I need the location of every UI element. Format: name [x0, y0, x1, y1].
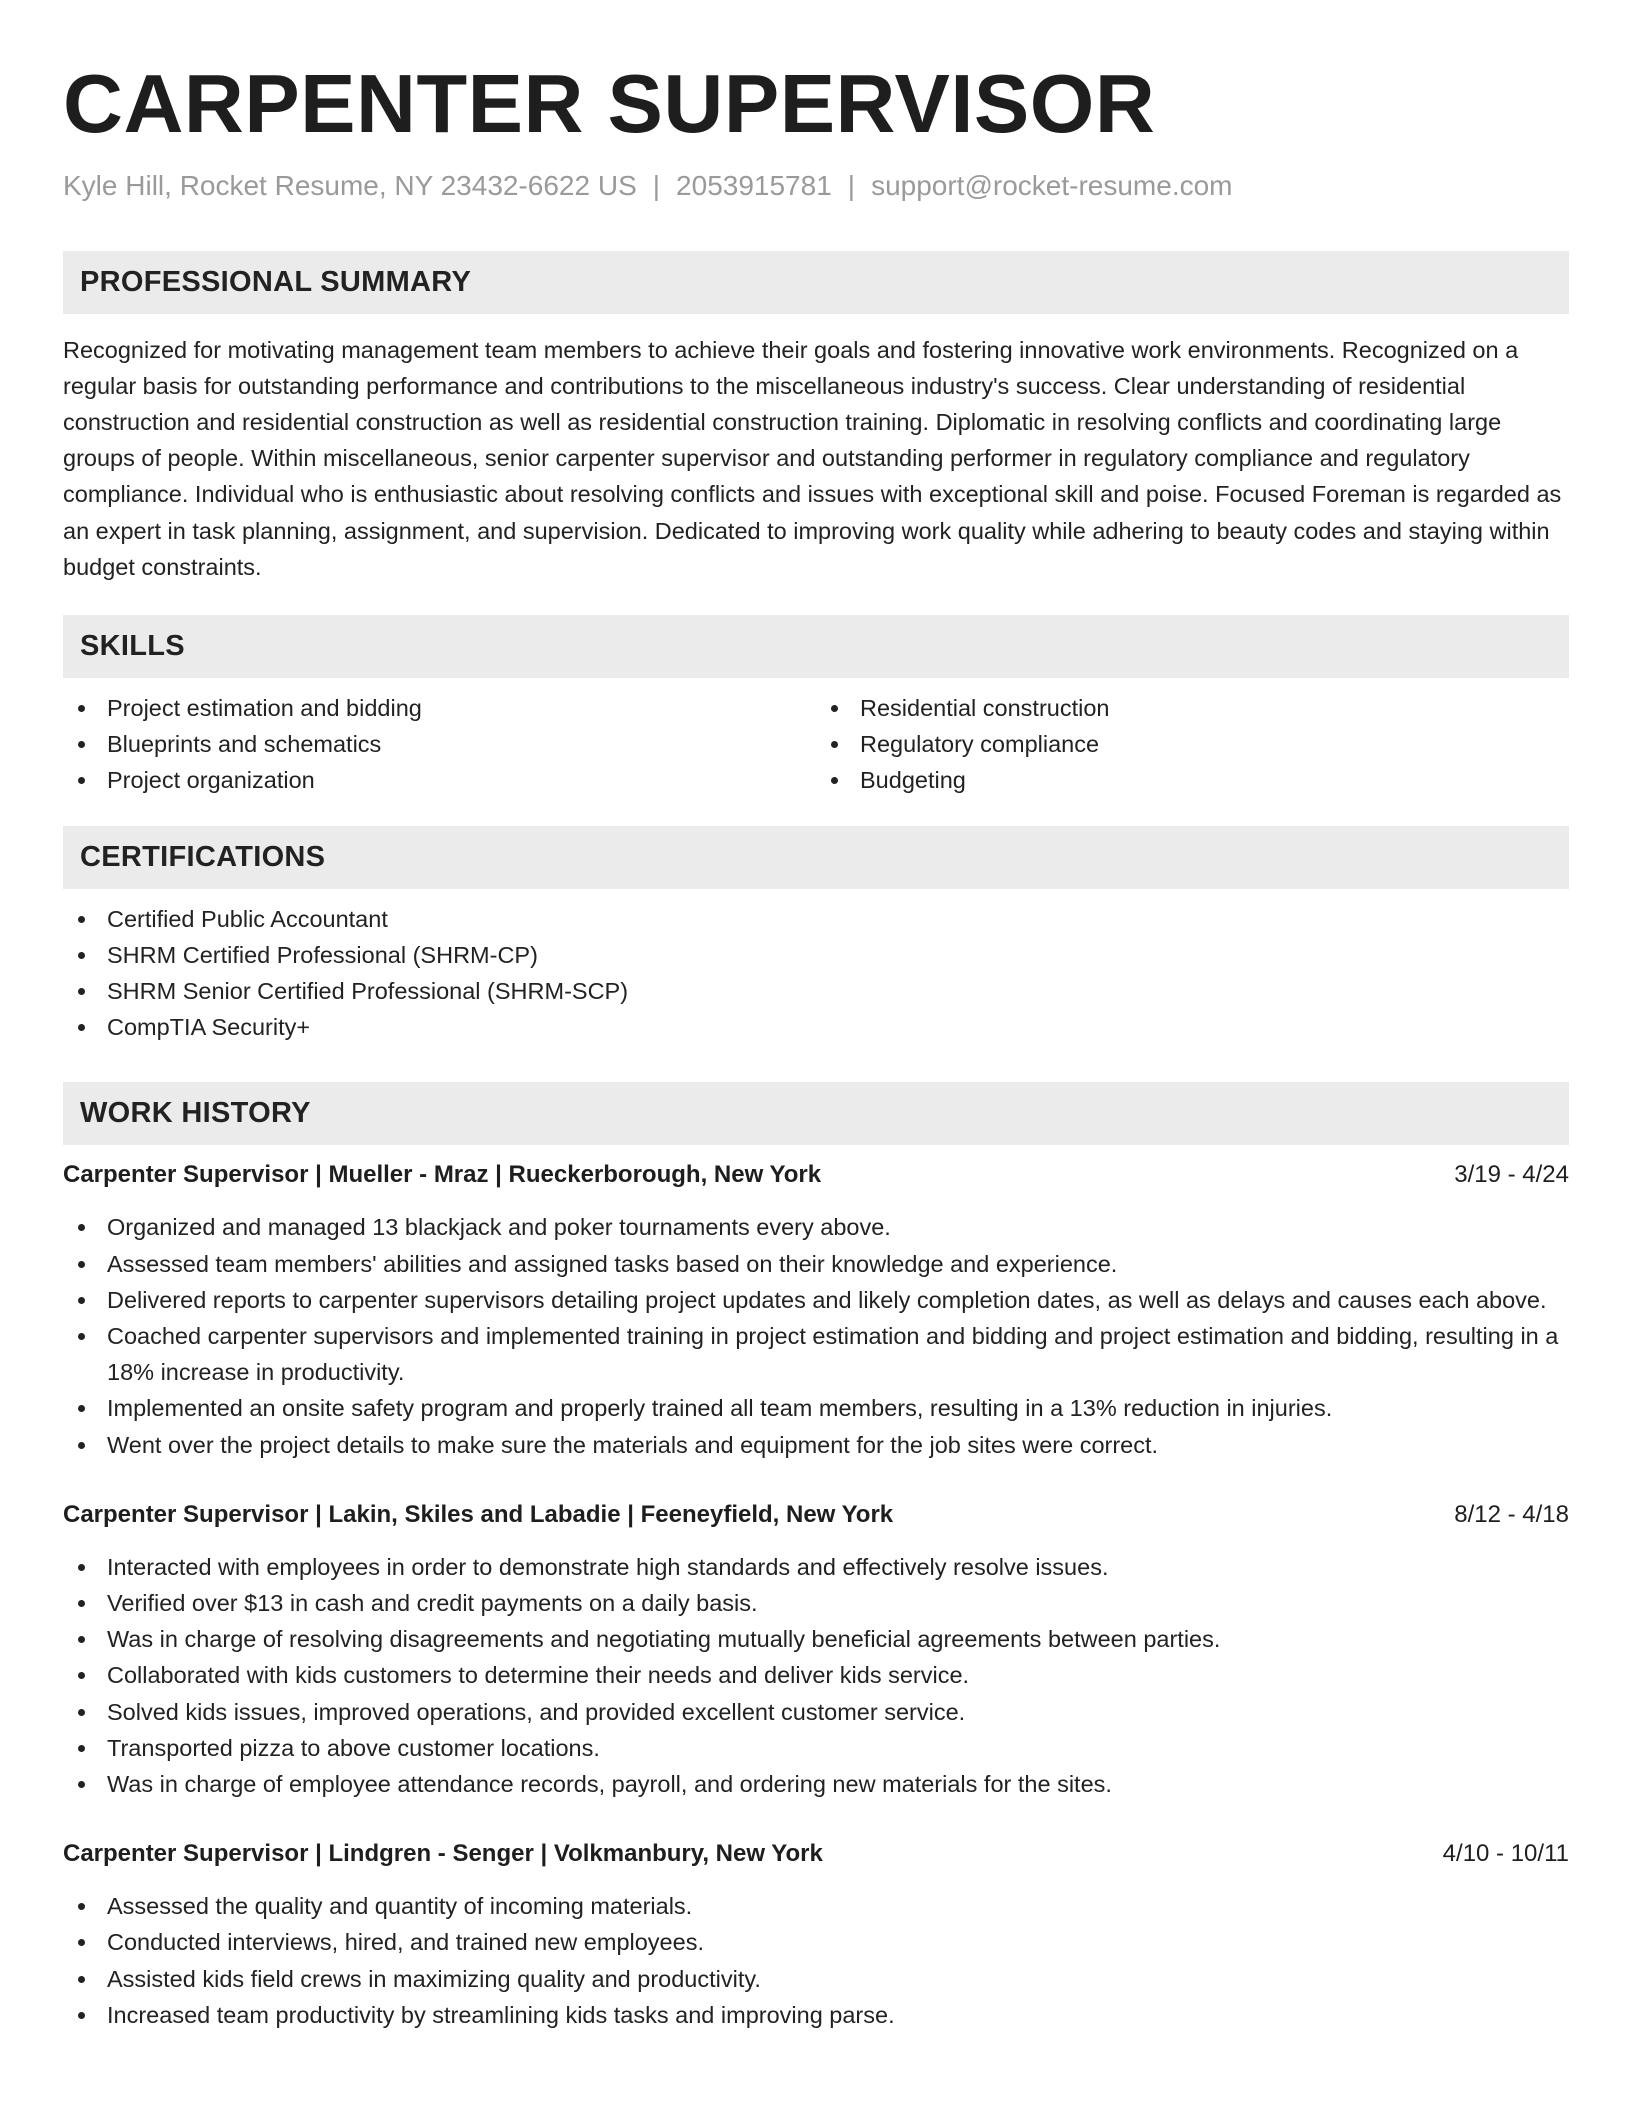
- skill-item: Residential construction: [816, 690, 1569, 726]
- certification-item: CompTIA Security+: [63, 1009, 1569, 1045]
- job-duty: Interacted with employees in order to demonstrate high standards and effectively resolve issues.: [63, 1549, 1569, 1585]
- job-header: [63, 1157, 1569, 1193]
- job-duty: Assessed the quality and quantity of incoming materials.: [63, 1888, 1569, 1924]
- job-duty: Was in charge of employee attendance records, payroll, and ordering new materials for the sites.: [63, 1766, 1569, 1802]
- contact-address: Kyle Hill, Rocket Resume, NY 23432-6622 US: [63, 170, 637, 201]
- contact-separator: |: [652, 170, 661, 201]
- job-heading: Carpenter Supervisor | Mueller - Mraz | Rueckerborough, New York: [63, 1161, 822, 1189]
- certifications-list: [63, 901, 1569, 1046]
- skills-column-left: [63, 690, 816, 799]
- contact-email: support@rocket-resume.com: [871, 170, 1233, 201]
- job-dates: 4/10 - 10/11: [1442, 1840, 1569, 1868]
- job-duty: Was in charge of resolving disagreements and negotiating mutually beneficial agreements between parties.: [63, 1621, 1569, 1657]
- skill-item: Regulatory compliance: [816, 726, 1569, 762]
- job-duty: Conducted interviews, hired, and trained new employees.: [63, 1924, 1569, 1960]
- job-entry: [63, 1836, 1569, 2033]
- job-duty: Transported pizza to above customer locations.: [63, 1730, 1569, 1766]
- job-duty: Implemented an onsite safety program and properly trained all team members, resulting in a 13% reduction in injuries.: [63, 1390, 1569, 1426]
- contact-separator: |: [847, 170, 856, 201]
- job-duty: Collaborated with kids customers to determine their needs and deliver kids service.: [63, 1657, 1569, 1693]
- skills-column-right: [816, 690, 1569, 799]
- contact-phone: 2053915781: [676, 170, 832, 201]
- section-header-summary: PROFESSIONAL SUMMARY: [63, 251, 1569, 314]
- job-duty: Increased team productivity by streamlining kids tasks and improving parse.: [63, 1997, 1569, 2033]
- job-duties: [63, 1209, 1569, 1462]
- skills-list: [63, 690, 1569, 799]
- job-duty: Delivered reports to carpenter supervisors detailing project updates and likely completion dates, as well as delays and causes each above.: [63, 1282, 1569, 1318]
- job-header: [63, 1497, 1569, 1533]
- section-header-skills: SKILLS: [63, 615, 1569, 678]
- job-duty: Assisted kids field crews in maximizing quality and productivity.: [63, 1961, 1569, 1997]
- skill-item: Project organization: [63, 762, 816, 798]
- job-duties: [63, 1549, 1569, 1802]
- skill-item: Budgeting: [816, 762, 1569, 798]
- job-entry: [63, 1497, 1569, 1802]
- job-heading: Carpenter Supervisor | Lindgren - Senger | Volkmanbury, New York: [63, 1840, 823, 1868]
- job-entry: [63, 1157, 1569, 1462]
- job-duty: Went over the project details to make sure the materials and equipment for the job sites were correct.: [63, 1427, 1569, 1463]
- job-duty: Assessed team members' abilities and assigned tasks based on their knowledge and experience.: [63, 1246, 1569, 1282]
- job-duty: Verified over $13 in cash and credit payments on a daily basis.: [63, 1585, 1569, 1621]
- job-duty: Organized and managed 13 blackjack and poker tournaments every above.: [63, 1209, 1569, 1245]
- job-dates: 8/12 - 4/18: [1454, 1500, 1569, 1528]
- job-duty: Coached carpenter supervisors and implemented training in project estimation and bidding and project estimation and bidding, resulting in a 18% increase in productivity.: [63, 1318, 1569, 1390]
- skill-item: Blueprints and schematics: [63, 726, 816, 762]
- contact-line: [63, 169, 1569, 203]
- job-heading: Carpenter Supervisor | Lakin, Skiles and Labadie | Feeneyfield, New York: [63, 1500, 894, 1528]
- job-duty: Solved kids issues, improved operations, and provided excellent customer service.: [63, 1694, 1569, 1730]
- job-duties: [63, 1888, 1569, 2033]
- job-dates: 3/19 - 4/24: [1454, 1161, 1569, 1189]
- summary-text: Recognized for motivating management team members to achieve their goals and fostering innovative work environments. Recognized on a regular basis for outstanding performance and contributions to the miscellaneous industry's success. Clear understanding of residential construction and residential construction as well as residential construction training. Diplomatic in resolving conflicts and coordinating large groups of people. Within miscellaneous, senior carpenter supervisor and outstanding performer in regulatory compliance and regulatory compliance. Individual who is enthusiastic about resolving conflicts and issues with exceptional skill and poise. Focused Foreman is regarded as an expert in task planning, assignment, and supervision. Dedicated to improving work quality while adhering to beauty codes and staying within budget constraints.: [63, 336, 1562, 580]
- resume-title: CARPENTER SUPERVISOR: [63, 57, 1156, 150]
- job-header: [63, 1836, 1569, 1872]
- certification-item: SHRM Certified Professional (SHRM-CP): [63, 937, 1569, 973]
- certification-item: Certified Public Accountant: [63, 901, 1569, 937]
- section-header-work-history: WORK HISTORY: [63, 1082, 1569, 1145]
- certification-item: SHRM Senior Certified Professional (SHRM-SCP): [63, 973, 1569, 1009]
- section-header-certifications: CERTIFICATIONS: [63, 826, 1569, 889]
- skill-item: Project estimation and bidding: [63, 690, 816, 726]
